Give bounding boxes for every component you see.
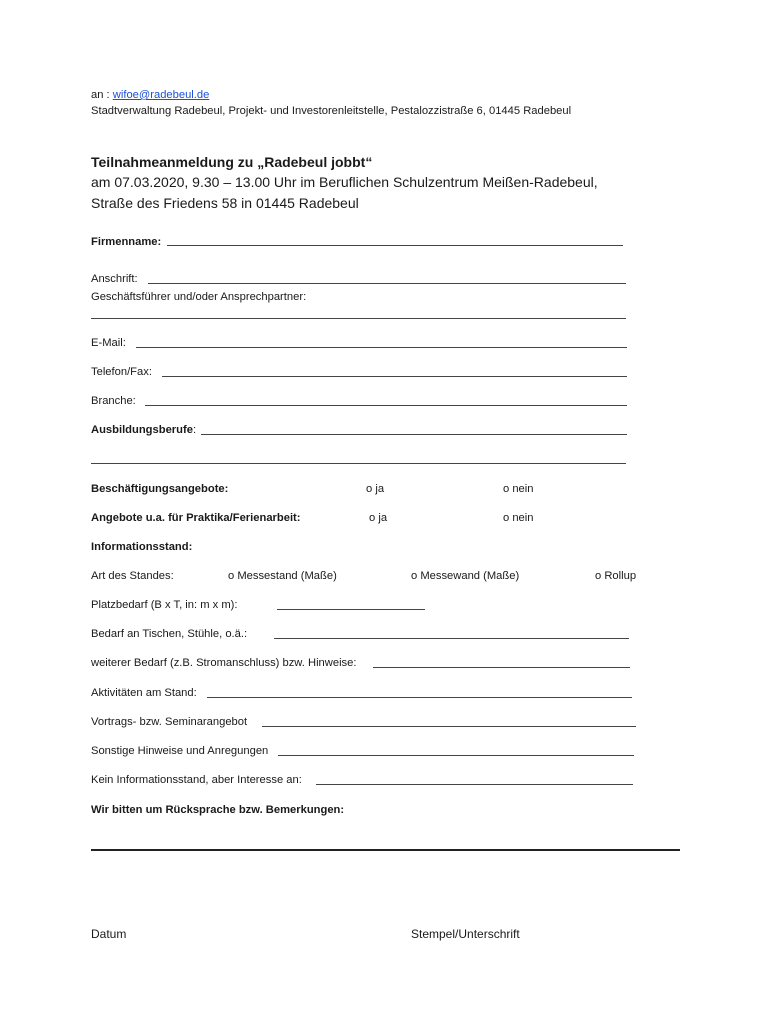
messewand-option[interactable]: o Messewand (Maße)	[411, 570, 520, 582]
email-field[interactable]	[136, 347, 627, 348]
vortrags-label: Vortrags- bzw. Seminarangebot	[91, 716, 248, 728]
bedarf-tische-field[interactable]	[274, 638, 629, 639]
aktivitaeten-field[interactable]	[207, 697, 632, 698]
beschaeftigung-ja-option[interactable]: o ja	[366, 483, 385, 495]
aktivitaeten-label: Aktivitäten am Stand:	[91, 687, 197, 699]
platzbedarf-label: Platzbedarf (B x T, in: m x m):	[91, 599, 238, 611]
rollup-option[interactable]: o Rollup	[595, 570, 637, 582]
messestand-option[interactable]: o Messestand (Maße)	[228, 570, 337, 582]
recipient-prefix: an :	[91, 89, 113, 101]
standart-label: Art des Standes:	[91, 570, 174, 582]
recipient-email-link[interactable]: wifoe@radebeul.de	[112, 89, 210, 101]
ausbildungsberufe-colon: :	[192, 424, 197, 436]
platzbedarf-field[interactable]	[277, 609, 425, 610]
praktika-ja-option[interactable]: o ja	[369, 512, 388, 524]
ausbildungsberufe-text: Ausbildungsberufe	[91, 424, 193, 436]
praktika-label: Angebote u.a. für Praktika/Ferienarbeit:	[91, 512, 301, 524]
ansprechpartner-field[interactable]	[91, 318, 626, 319]
bemerkungen-field[interactable]	[91, 849, 680, 851]
event-address: Straße des Friedens 58 in 01445 Radebeul	[91, 195, 359, 211]
firmenname-field[interactable]	[167, 245, 623, 246]
anschrift-label: Anschrift:	[91, 273, 138, 285]
kein-stand-field[interactable]	[316, 784, 633, 785]
telefon-label: Telefon/Fax:	[91, 366, 152, 378]
ruecksprache-label: Wir bitten um Rücksprache bzw. Bemerkungen:	[91, 804, 345, 816]
weiterer-bedarf-field[interactable]	[373, 667, 630, 668]
kein-stand-label: Kein Informationsstand, aber Interesse an:	[91, 774, 302, 786]
anschrift-field[interactable]	[148, 283, 626, 284]
sonstige-hinweise-field[interactable]	[278, 755, 634, 756]
email-label: E-Mail:	[91, 337, 126, 349]
praktika-nein-option[interactable]: o nein	[503, 512, 534, 524]
stempel-unterschrift-label: Stempel/Unterschrift	[411, 927, 520, 941]
beschaeftigung-label: Beschäftigungsangebote:	[91, 483, 229, 495]
recipient-line	[91, 88, 209, 102]
weiterer-bedarf-label: weiterer Bedarf (z.B. Stromanschluss) bzw. Hinweise:	[91, 657, 357, 669]
recipient-address: Stadtverwaltung Radebeul, Projekt- und Investorenleitstelle, Pestalozzistraße 6, 01445 Radebeul	[91, 105, 572, 117]
telefon-field[interactable]	[162, 376, 627, 377]
event-date-location: am 07.03.2020, 9.30 – 13.00 Uhr im Beruflichen Schulzentrum Meißen-Radebeul,	[91, 174, 598, 190]
bedarf-tische-label: Bedarf an Tischen, Stühle, o.ä.:	[91, 628, 248, 640]
branche-field[interactable]	[145, 405, 627, 406]
ansprechpartner-label: Geschäftsführer und/oder Ansprechpartner:	[91, 291, 307, 303]
form-title: Teilnahmeanmeldung zu „Radebeul jobbt“	[91, 154, 373, 170]
beschaeftigung-nein-option[interactable]: o nein	[503, 483, 534, 495]
informationsstand-heading: Informationsstand:	[91, 541, 193, 553]
vortrags-field[interactable]	[262, 726, 636, 727]
sonstige-hinweise-label: Sonstige Hinweise und Anregungen	[91, 745, 269, 757]
ausbildungsberufe-field[interactable]	[201, 434, 627, 435]
ausbildungsberufe-field-line2[interactable]	[91, 463, 626, 464]
firmenname-label: Firmenname:	[91, 236, 162, 248]
branche-label: Branche:	[91, 395, 136, 407]
ausbildungsberufe-label	[91, 423, 196, 437]
datum-label: Datum	[91, 927, 127, 941]
